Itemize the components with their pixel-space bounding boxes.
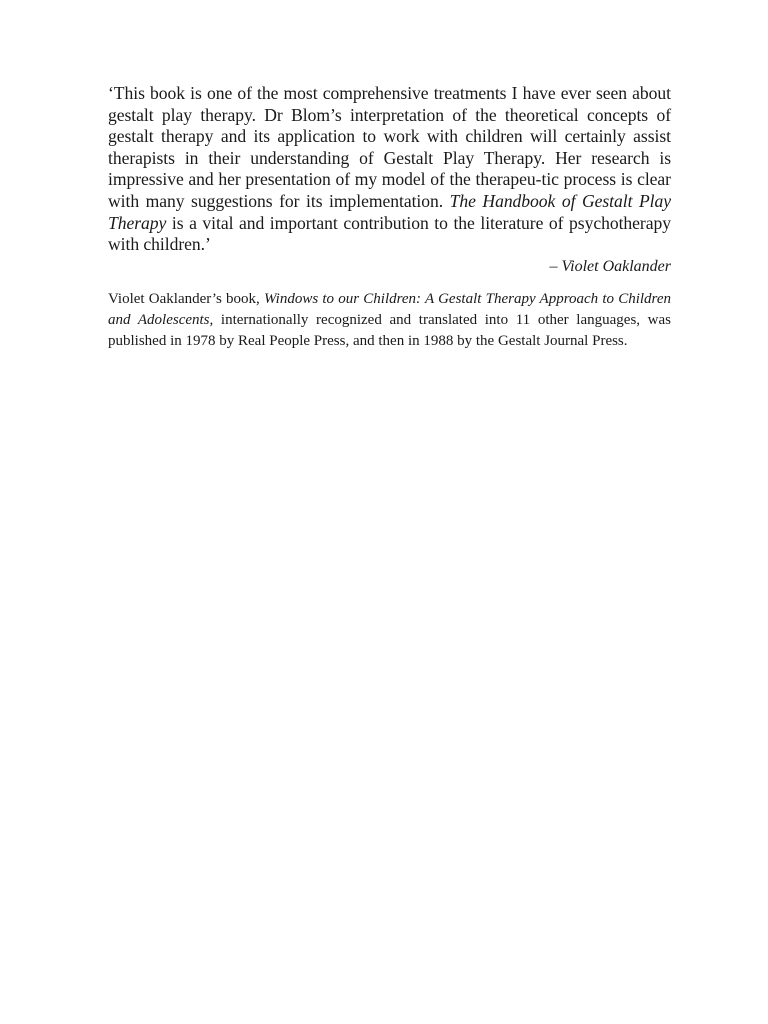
- quote-attribution: – Violet Oaklander: [549, 257, 671, 275]
- quote-text-part2: is a vital and important contribution to the literature of psychotherapy with children.’: [108, 212, 671, 255]
- quote-text-part1: ‘This book is one of the most comprehensive treatments I have ever seen about gestalt play therapy. Dr Blom’s interpretation of the theoretical concepts of gestalt therapy and its application to work with children will certainly assist therapists in their understanding of Gestalt Play Therapy. Her research is impressive and her presentation of my model of the therapeu-tic process is clear with many suggestions for its implementation.: [108, 83, 671, 211]
- quote-book-title: The Handbook of Gestalt Play Therapy: [108, 190, 672, 233]
- note-book-title: Windows to our Children: A Gestalt Therapy Approach to Children and Adolescents: [108, 290, 671, 328]
- page-content: [108, 83, 671, 352]
- note-text-part2: , internationally recognized and translated into 11 other languages, was published in 1978 by Real People Press, and then in 1988 by the Gestalt Journal Press.: [108, 311, 672, 349]
- note-text-part1: Violet Oaklander’s book,: [108, 290, 264, 307]
- endorsement-quote: [108, 83, 671, 256]
- author-book-note: [108, 289, 671, 352]
